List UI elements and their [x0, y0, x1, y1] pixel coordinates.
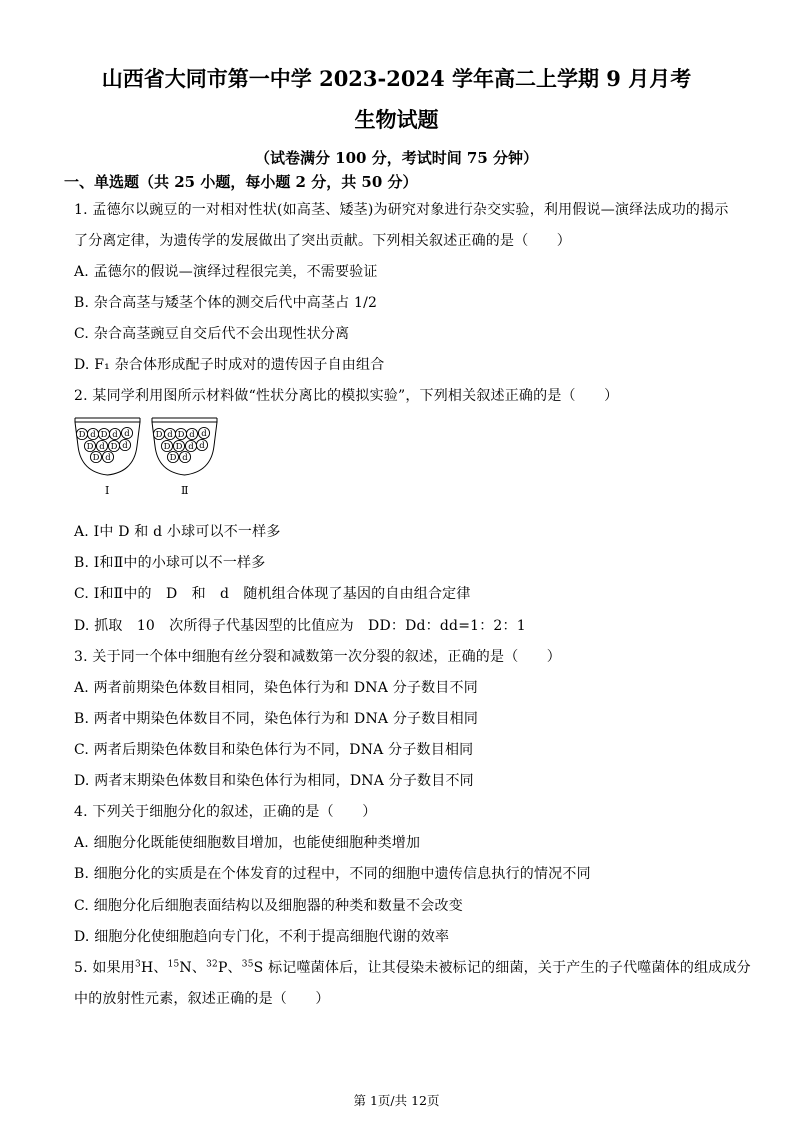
bowl-left-ball-label-4: d [112, 430, 118, 441]
bowl-left-ball-label-3: D [100, 430, 108, 441]
bowl-left-ball-label-10: D [92, 453, 100, 464]
bowl-right-ball-label-4: d [189, 430, 195, 441]
bowl-right [152, 418, 217, 475]
q2-option-c: C. Ⅰ和Ⅱ中的 D 和 d 随机组合体现了基因的自由组合定律 [74, 586, 471, 602]
bowl-left-label: Ⅰ [105, 484, 110, 497]
bowl-left-ball-label-2: d [90, 430, 96, 441]
isotope-h3-element: H、 [140, 960, 168, 976]
page-title: 山西省大同市第一中学 2023-2024 学年高二上学期 9 月月考 [101, 66, 692, 91]
bowls-figure [70, 412, 230, 500]
q5-number: 5. 如果用 [74, 960, 136, 976]
bowl-left-ball-label-5: d [124, 429, 130, 440]
bowl-right-ball-label-1: D [155, 430, 163, 441]
bowl-right-ball-label-5: d [201, 429, 207, 440]
q2-option-b: B. Ⅰ和Ⅱ中的小球可以不一样多 [74, 555, 266, 571]
bowl-left-ball-label-11: d [105, 453, 111, 464]
q1-option-b: B. 杂合高茎与矮茎个体的测交后代中高茎占 1/2 [74, 295, 378, 311]
bowl-right-ball-label-6: D [163, 442, 171, 453]
q1-option-c: C. 杂合高茎豌豆自交后代不会出现性状分离 [74, 326, 350, 342]
bowl-left-ball-label-6: D [86, 442, 94, 453]
q2-option-a: A. Ⅰ中 D 和 d 小球可以不一样多 [74, 524, 281, 540]
isotope-n15-element: N、 [179, 960, 207, 976]
isotope-n15-mass: 15 [167, 959, 180, 970]
q1-option-d: D. F₁ 杂合体形成配子时成对的遗传因子自由组合 [74, 357, 385, 373]
page-subtitle: 生物试题 [354, 107, 439, 132]
q4-option-d: D. 细胞分化使细胞趋向专门化，不利于提高细胞代谢的效率 [74, 929, 450, 945]
q5-stem-line2: 中的放射性元素，叙述正确的是（ ） [74, 991, 330, 1007]
q4-option-a: A. 细胞分化既能使细胞数目增加，也能使细胞种类增加 [74, 835, 421, 851]
bowl-right-ball-label-2: d [167, 430, 173, 441]
q3-stem: 3. 关于同一个体中细胞有丝分裂和减数第一次分裂的叙述，正确的是（ ） [74, 649, 562, 665]
q2-stem: 2. 某同学利用图所示材料做“性状分离比的模拟实验”，下列相关叙述正确的是（ ） [74, 388, 619, 404]
q3-option-a: A. 两者前期染色体数目相同，染色体行为和 DNA 分子数目不同 [74, 680, 478, 696]
bowl-right-ball-label-11: d [182, 453, 188, 464]
section-heading: 一、单选题（共 25 小题，每小题 2 分，共 50 分） [64, 173, 418, 191]
q3-option-b: B. 两者中期染色体数目不同，染色体行为和 DNA 分子数目相同 [74, 711, 479, 727]
bowl-right-label: Ⅱ [181, 484, 189, 497]
q4-stem: 4. 下列关于细胞分化的叙述，正确的是（ ） [74, 804, 377, 820]
bowl-right-ball-label-7: D [175, 442, 183, 453]
bowl-left-ball-label-1: D [78, 430, 86, 441]
bowl-right-ball-label-10: D [169, 453, 177, 464]
q2-option-d: D. 抓取 10 次所得子代基因型的比值应为 DD：Dd：dd=1：2：1 [74, 618, 526, 634]
exam-info: （试卷满分 100 分，考试时间 75 分钟） [254, 149, 539, 167]
q4-option-b: B. 细胞分化的实质是在个体发育的过程中，不同的细胞中遗传信息执行的情况不同 [74, 866, 591, 882]
bowl-right-ball-label-9: d [199, 441, 205, 452]
page-footer: 第 1页/共 12页 [353, 1093, 440, 1108]
q3-option-d: D. 两者末期染色体数目和染色体行为相同，DNA 分子数目不同 [74, 773, 474, 789]
isotope-h3-mass: 3 [135, 959, 141, 970]
q1-stem-line1: 1. 孟德尔以豌豆的一对相对性状(如高茎、矮茎)为研究对象进行杂交实验，利用假说—演绎法成功的揭示 [74, 202, 729, 218]
q4-option-c: C. 细胞分化后细胞表面结构以及细胞器的种类和数量不会改变 [74, 898, 463, 914]
q1-stem-line2: 了分离定律，为遗传学的发展做出了突出贡献。下列相关叙述正确的是（ ） [74, 233, 571, 249]
isotope-p32-element: P、 [217, 960, 242, 976]
isotope-s35-element: S [253, 960, 264, 976]
isotope-p32-mass: 32 [206, 959, 218, 970]
q5-stem-line1 [74, 957, 751, 977]
bowl-left-ball-label-8: D [110, 442, 118, 453]
bowl-left-ball-label-7: d [99, 442, 105, 453]
isotope-s35-mass: 35 [241, 959, 254, 970]
bowl-right-ball-label-8: d [188, 442, 194, 453]
q5-stem-rest: 标记噬菌体后，让其侵染未被标记的细菌，关于产生的子代噬菌体的组成成分 [263, 960, 751, 976]
q3-option-c: C. 两者后期染色体数目和染色体行为不同，DNA 分子数目相同 [74, 742, 474, 758]
bowl-right-ball-label-3: D [177, 430, 185, 441]
bowl-left [75, 418, 140, 475]
q1-option-a: A. 孟德尔的假说—演绎过程很完美，不需要验证 [74, 264, 378, 280]
bowl-left-ball-label-9: d [122, 441, 128, 452]
